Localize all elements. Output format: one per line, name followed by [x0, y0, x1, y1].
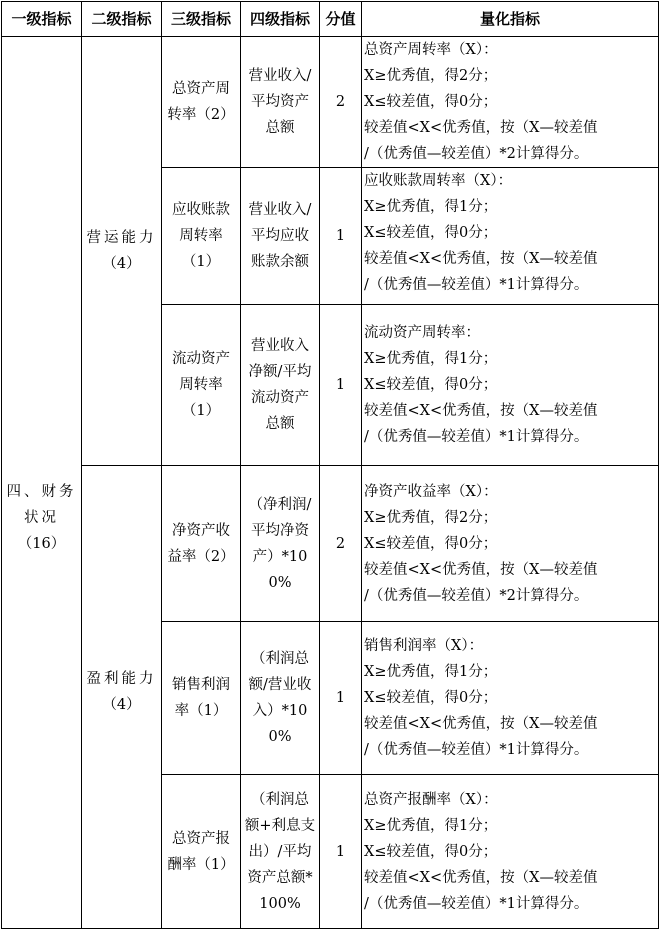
header-row	[2, 2, 659, 37]
quant-cell	[362, 466, 659, 622]
quant-line: X≥优秀值，得2分；	[364, 509, 498, 526]
score-cell: 1	[320, 305, 362, 466]
quant-line: 较差值<X<优秀值，按（X—较差值	[364, 251, 598, 267]
level4-cell: 营业收入/平均应收账款余额	[241, 168, 320, 305]
quant-line: X≤较差值，得0分；	[364, 843, 498, 860]
quant-line: X≥优秀值，得1分；	[364, 664, 498, 680]
level3-cell: 流动资产周转率（1）	[162, 305, 241, 466]
quant-line: /（优秀值—较差值）*1计算得分。	[364, 895, 589, 912]
quant-line: X≥优秀值，得1分；	[364, 817, 498, 834]
level3-cell: 总资产周转率（2）	[162, 37, 241, 168]
quant-line: 较差值<X<优秀值，按（X—较差值	[364, 120, 598, 136]
quant-line: X≤较差值，得0分；	[364, 535, 498, 552]
quant-line: /（优秀值—较差值）*2计算得分。	[364, 587, 589, 604]
level2-line: 盈利能力	[86, 671, 157, 687]
level4-cell: 营业收入净额/平均流动资产总额	[241, 305, 320, 466]
quant-line: 较差值<X<优秀值，按（X—较差值	[364, 869, 598, 886]
quant-cell	[362, 37, 659, 168]
level4-cell: （利润总额/营业收入）*100%	[241, 622, 320, 775]
quant-line: X≤较差值，得0分；	[364, 377, 498, 393]
header-quant: 量化指标	[362, 2, 659, 37]
quant-line: 流动资产周转率：	[364, 325, 480, 341]
level2-line: 营运能力	[86, 230, 157, 246]
score-cell: 1	[320, 622, 362, 775]
level1-line: 状况	[24, 509, 59, 526]
level3-cell: 应收账款周转率（1）	[162, 168, 241, 305]
level3-cell: 总资产报酬率（1）	[162, 775, 241, 929]
quant-line: /（优秀值—较差值）*1计算得分。	[364, 429, 589, 445]
level2-cell	[82, 466, 162, 929]
level1-line: （16）	[17, 535, 66, 552]
score-cell: 2	[320, 37, 362, 168]
quant-line: 较差值<X<优秀值，按（X—较差值	[364, 403, 598, 419]
header-level1: 一级指标	[2, 2, 82, 37]
quant-line: 应收账款周转率（X）：	[364, 173, 513, 189]
table-row	[2, 37, 659, 168]
quant-line: X≥优秀值，得1分；	[364, 199, 498, 215]
level2-line: （4）	[102, 697, 141, 713]
quant-line: X≤较差值，得0分；	[364, 94, 498, 110]
level4-cell: （净利润/平均净资产）*100%	[241, 466, 320, 622]
table-row	[2, 466, 659, 622]
level1-line: 四、财务	[6, 483, 77, 500]
quant-cell	[362, 168, 659, 305]
quant-cell	[362, 775, 659, 929]
level4-cell: （利润总额+利息支出）/平均资产总额*100%	[241, 775, 320, 929]
quant-line: X≥优秀值，得2分；	[364, 68, 498, 84]
header-score: 分值	[320, 2, 362, 37]
quant-line: 较差值<X<优秀值，按（X—较差值	[364, 561, 598, 578]
indicator-table	[1, 1, 659, 929]
quant-line: /（优秀值—较差值）*1计算得分。	[364, 742, 589, 758]
quant-line: X≥优秀值，得1分；	[364, 351, 498, 367]
quant-line: 总资产报酬率（X）：	[364, 791, 498, 808]
level3-cell: 销售利润率（1）	[162, 622, 241, 775]
quant-line: 较差值<X<优秀值，按（X—较差值	[364, 716, 598, 732]
quant-line: X≤较差值，得0分；	[364, 225, 498, 241]
quant-cell	[362, 622, 659, 775]
score-cell: 1	[320, 775, 362, 929]
header-level3: 三级指标	[162, 2, 241, 37]
level2-cell	[82, 37, 162, 466]
level1-cell	[2, 37, 82, 929]
level4-cell: 营业收入/平均资产总额	[241, 37, 320, 168]
quant-line: /（优秀值—较差值）*1计算得分。	[364, 277, 589, 293]
quant-line: 净资产收益率（X）：	[364, 483, 498, 500]
level2-line: （4）	[102, 256, 141, 272]
quant-line: 销售利润率（X）：	[364, 638, 484, 654]
quant-line: 总资产周转率（X）：	[364, 42, 498, 58]
quant-line: X≤较差值，得0分；	[364, 690, 498, 706]
score-cell: 2	[320, 466, 362, 622]
header-level4: 四级指标	[241, 2, 320, 37]
header-level2: 二级指标	[82, 2, 162, 37]
quant-line: /（优秀值—较差值）*2计算得分。	[364, 146, 589, 162]
score-cell: 1	[320, 168, 362, 305]
quant-cell	[362, 305, 659, 466]
level3-cell: 净资产收益率（2）	[162, 466, 241, 622]
